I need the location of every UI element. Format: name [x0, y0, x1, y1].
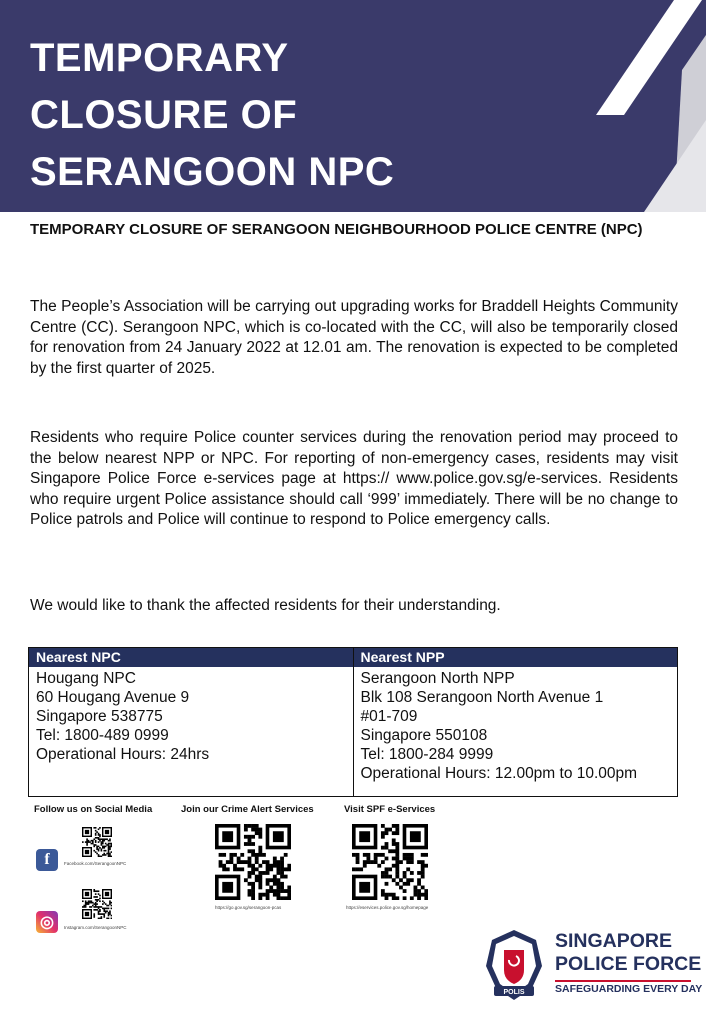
npc-address: 60 Hougang Avenue 9 [36, 689, 190, 706]
spf-logo-wordmark [555, 930, 701, 976]
npp-name: Serangoon North NPP [360, 670, 515, 687]
npp-postal: Singapore 550108 [360, 727, 488, 744]
eservices-label: Visit SPF e-Services [344, 804, 436, 815]
instagram-icon[interactable]: ◎ [36, 911, 58, 933]
decorative-chevron-graphic [524, 0, 724, 212]
police-crest-icon [476, 926, 552, 1006]
npc-hours: Operational Hours: 24hrs [36, 746, 210, 763]
nearest-npc-header: Nearest NPC [29, 648, 353, 667]
logo-line-1: SINGAPORE [555, 930, 673, 952]
nearest-npp-column [353, 648, 678, 796]
nearest-npc-column [29, 648, 353, 796]
npp-unit: #01-709 [360, 708, 418, 725]
logo-line-2: POLICE FORCE [555, 953, 702, 975]
nearest-npp-details [354, 667, 678, 785]
nearest-npc-details [29, 667, 353, 766]
crime-alert-label: Join our Crime Alert Services [181, 804, 314, 815]
npp-hours: Operational Hours: 12.00pm to 10.00pm [360, 765, 638, 782]
nearest-npp-header: Nearest NPP [354, 648, 678, 667]
logo-tagline: SAFEGUARDING EVERY DAY [555, 980, 691, 995]
facebook-icon[interactable]: f [36, 849, 58, 871]
npc-phone: Tel: 1800-489 0999 [36, 727, 169, 744]
eservices-qr-code[interactable] [352, 824, 428, 900]
facebook-url[interactable]: Facebook.com/SerangoonNPC [64, 861, 127, 866]
facebook-qr-code[interactable] [82, 827, 112, 857]
banner-title-line: CLOSURE OF [30, 93, 298, 137]
crime-alert-qr-code[interactable] [215, 824, 291, 900]
paragraph-counter-services: Residents who require Police counter services during the renovation period may proceed to the below nearest NPP or NPC. For reporting of non-emergency cases, residents may visit Singapore Police Force e-services page at https:// www.police.gov.sg/e-services. Residents who require urgent Police assistance should call ‘999’ immediately. There will be no change to Police patrols and Police will continue to respond to Police emergency calls. [30, 429, 678, 528]
crime-alert-url[interactable]: https://go.gov.sg/serangoon-pcas [215, 905, 282, 910]
banner-title-line: SERANGOON NPC [30, 150, 395, 194]
paragraph-thanks: We would like to thank the affected residents for their understanding. [30, 597, 501, 614]
header-banner [0, 0, 724, 212]
social-media-label: Follow us on Social Media [34, 804, 153, 815]
instagram-qr-code[interactable] [82, 889, 112, 919]
npp-phone: Tel: 1800-284 9999 [360, 746, 494, 763]
banner-title-line: TEMPORARY [30, 36, 289, 80]
nearest-locations-table [28, 647, 678, 797]
eservices-url[interactable]: https://eservices.police.gov.sg/homepage [346, 905, 429, 910]
npp-address: Blk 108 Serangoon North Avenue 1 [360, 689, 604, 706]
notice-heading: TEMPORARY CLOSURE OF SERANGOON NEIGHBOURHOOD POLICE CENTRE (NPC) [30, 221, 643, 238]
banner-title [30, 30, 490, 201]
npc-name: Hougang NPC [36, 670, 136, 687]
instagram-url[interactable]: Instagram.com/SerangoonNPC [64, 925, 127, 930]
paragraph-renovation: The People’s Association will be carrying out upgrading works for Braddell Heights Community Centre (CC). Serangoon NPC, which is co-located with the CC, will also be temporarily closed for renovation from 24 January 2022 at 12.01 am. The renovation is expected to be completed by the first quarter of 2025. [30, 298, 678, 377]
npc-postal: Singapore 538775 [36, 708, 163, 725]
crest-badge-text: POLIS [503, 989, 525, 996]
